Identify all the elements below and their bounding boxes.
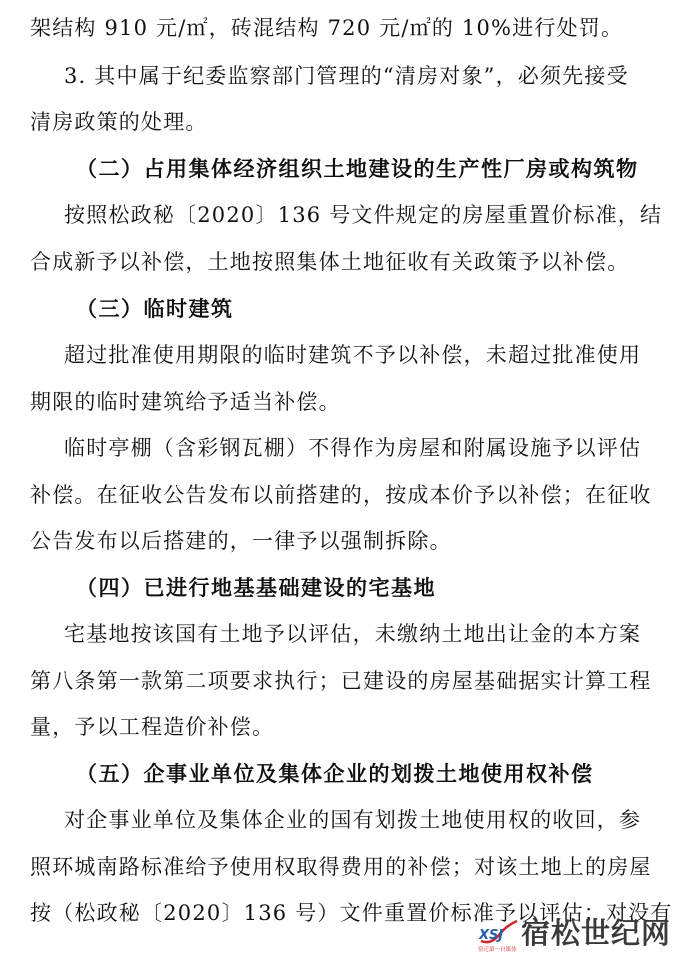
section-heading: （四）已进行地基基础建设的宅基地 [76, 576, 436, 600]
text-line: 临时亭棚（含彩钢瓦棚）不得作为房屋和附属设施予以评估 [64, 436, 642, 460]
text-line: 合成新予以补偿，土地按照集体土地征收有关政策予以补偿。 [30, 250, 630, 274]
section-heading: （二）占用集体经济组织土地建设的生产性厂房或构筑物 [76, 157, 639, 181]
text-line: 第八条第一款第二项要求执行；已建设的房屋基础据实计算工程 [30, 669, 652, 693]
text-line: 清房政策的处理。 [30, 110, 208, 134]
text-line: 3. 其中属于纪委监察部门管理的“清房对象”，必须先接受 [64, 64, 629, 88]
text-line: 超过批准使用期限的临时建筑不予以补偿，未超过批准使用 [64, 343, 642, 367]
watermark [477, 913, 672, 957]
text-line: 照环城南路标准给予使用权取得费用的补偿；对该土地上的房屋 [30, 855, 652, 879]
site-logo-icon [477, 915, 521, 953]
text-line: 按照松政秘〔2020〕136 号文件规定的房屋重置价标准，结 [64, 203, 663, 227]
text-line: 公告发布以后搭建的，一律予以强制拆除。 [30, 529, 452, 553]
text-line: 按（松政秘〔2020〕136 号）文件重置价标准予以评估；对没有 [30, 901, 673, 925]
site-name: 宿松世纪网 [521, 916, 672, 950]
section-heading: （三）临时建筑 [76, 297, 234, 321]
svg-text:XSJ: XSJ [479, 928, 504, 943]
text-line: 宅基地按该国有土地予以评估，未缴纳土地出让金的本方案 [64, 622, 642, 646]
text-line: 期限的临时建筑给予适当补偿。 [30, 390, 341, 414]
text-line: 架结构 910 元/㎡，砖混结构 720 元/㎡的 10%进行处罚。 [30, 16, 624, 40]
text-line: 补偿。在征收公告发布以前搭建的，按成本价予以补偿；在征收 [30, 483, 652, 507]
section-heading: （五）企事业单位及集体企业的划拨土地使用权补偿 [76, 762, 594, 786]
svg-text:宿迁第一自媒体: 宿迁第一自媒体 [478, 947, 517, 953]
text-line: 量，予以工程造价补偿。 [30, 715, 275, 739]
text-line: 对企事业单位及集体企业的国有划拨土地使用权的收回，参 [64, 808, 642, 832]
